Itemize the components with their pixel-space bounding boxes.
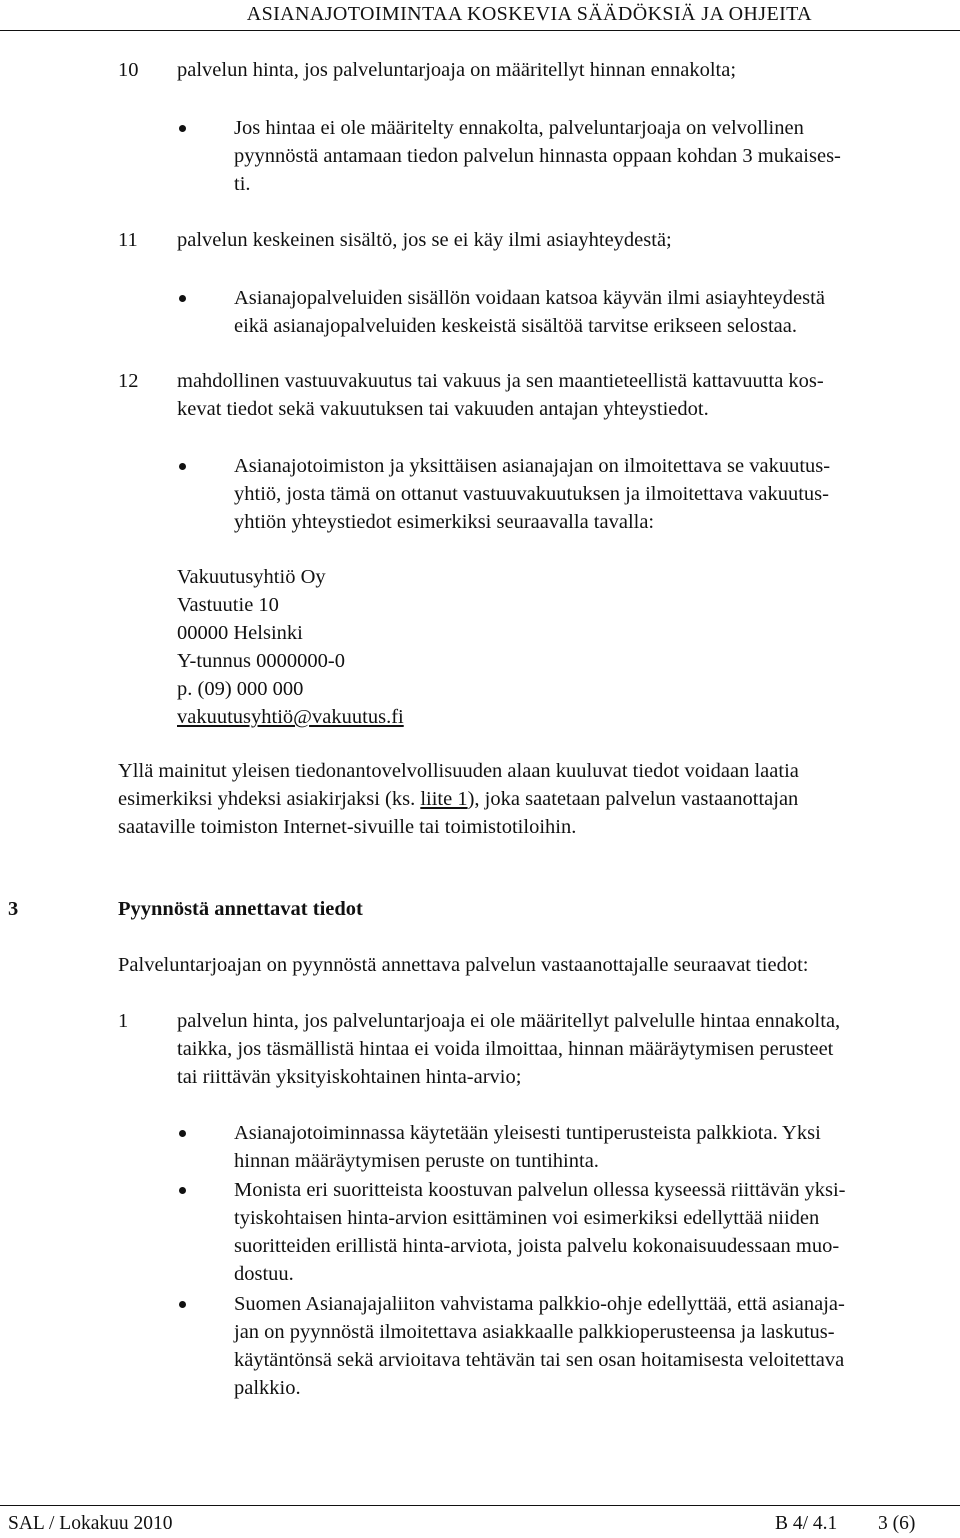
bullet-text bbox=[234, 1290, 934, 1402]
address-company: Vakuutusyhtiö Oy bbox=[177, 566, 326, 588]
bullet-icon bbox=[179, 295, 186, 302]
bullet-icon bbox=[179, 1130, 186, 1137]
summary-text: ), joka saatetaan palvelun vastaanottajan bbox=[467, 788, 799, 810]
bullet-line: pyynnöstä antamaan tiedon palvelun hinnasta oppaan kohdan 3 mukaises- bbox=[234, 145, 841, 167]
bullet-line: jan on pyynnöstä ilmoitettava asiakkaalle palkkioperusteensa ja laskutus- bbox=[234, 1321, 835, 1343]
bullet-line: ti. bbox=[234, 173, 251, 195]
item-line: palvelun hinta, jos palveluntarjoaja ei ole määritellyt palvelulle hintaa ennakolta, bbox=[177, 1010, 841, 1032]
bullet-line: eikä asianajopalveluiden keskeistä sisältöä tarvitse erikseen selostaa. bbox=[234, 315, 797, 337]
address-street: Vastuutie 10 bbox=[177, 594, 279, 616]
running-header: ASIANAJOTOIMINTAA KOSKEVIA SÄÄDÖKSIÄ JA OHJEITA bbox=[246, 3, 812, 25]
item-number: 11 bbox=[118, 229, 138, 251]
bullet-line: dostuu. bbox=[234, 1263, 294, 1285]
section-intro: Palveluntarjoajan on pyynnöstä annettava palvelun vastaanottajalle seuraavat tiedot: bbox=[118, 954, 809, 976]
address-phone: p. (09) 000 000 bbox=[177, 678, 304, 700]
summary-line bbox=[118, 785, 928, 813]
bullet-icon bbox=[179, 1301, 186, 1308]
footer-left: SAL / Lokakuu 2010 bbox=[8, 1513, 173, 1534]
summary-text: esimerkiksi yhdeksi asiakirjaksi (ks. bbox=[118, 788, 421, 810]
item-text bbox=[177, 1007, 957, 1091]
bullet-icon bbox=[179, 463, 186, 470]
bullet-text bbox=[234, 452, 934, 536]
bullet-line: Asianajotoiminnassa käytetään yleisesti tuntiperusteista palkkiota. Yksi bbox=[234, 1122, 821, 1144]
section-number: 3 bbox=[8, 898, 19, 920]
header-divider bbox=[0, 30, 960, 31]
bullet-line: palkkio. bbox=[234, 1377, 301, 1399]
bullet-line: hinnan määräytymisen peruste on tuntihinta. bbox=[234, 1150, 599, 1172]
address-business-id: Y-tunnus 0000000-0 bbox=[177, 650, 345, 672]
bullet-line: käytäntönsä sekä arvioitava tehtävän tai sen osan hoitamisesta veloitettava bbox=[234, 1349, 845, 1371]
item-number: 12 bbox=[118, 370, 139, 392]
bullet-icon bbox=[179, 1187, 186, 1194]
address-city: 00000 Helsinki bbox=[177, 622, 303, 644]
item-number: 1 bbox=[118, 1010, 129, 1032]
insurer-address bbox=[177, 563, 404, 731]
item-line: tai riittävän yksityiskohtainen hinta-arvio; bbox=[177, 1066, 522, 1088]
bullet-text bbox=[234, 1176, 934, 1288]
bullet-line: suoritteiden erillistä hinta-arviota, joista palvelu kokonaisuudessaan muo- bbox=[234, 1235, 840, 1257]
item-line: palvelun keskeinen sisältö, jos se ei käy ilmi asiayhteydestä; bbox=[177, 229, 672, 251]
footer-divider bbox=[0, 1505, 960, 1506]
summary-line: saataville toimiston Internet-sivuille tai toimistotiloihin. bbox=[118, 816, 577, 838]
item-number: 10 bbox=[118, 59, 139, 81]
summary-line: Yllä mainitut yleisen tiedonantovelvollisuuden alaan kuuluvat tiedot voidaan laatia bbox=[118, 760, 799, 782]
email-link[interactable]: vakuutusyhtiö@vakuutus.fi bbox=[177, 706, 404, 728]
bullet-line: Monista eri suoritteista koostuvan palvelun ollessa kyseessä riittävän yksi- bbox=[234, 1179, 846, 1201]
bullet-line: tyiskohtaisen hinta-arvion esittäminen voi esimerkiksi edellyttää niiden bbox=[234, 1207, 820, 1229]
section-title: Pyynnöstä annettavat tiedot bbox=[118, 898, 363, 920]
bullet-line: yhtiö, josta tämä on ottanut vastuuvakuutuksen ja ilmoitettava vakuutus- bbox=[234, 483, 829, 505]
item-text bbox=[177, 56, 957, 84]
bullet-line: Suomen Asianajajaliiton vahvistama palkkio-ohje edellyttää, että asianaja- bbox=[234, 1293, 845, 1315]
item-line: taikka, jos täsmällistä hintaa ei voida ilmoittaa, hinnan määräytymisen perusteet bbox=[177, 1038, 834, 1060]
bullet-line: Jos hintaa ei ole määritelty ennakolta, palveluntarjoaja on velvollinen bbox=[234, 117, 804, 139]
item-line: palvelun hinta, jos palveluntarjoaja on määritellyt hinnan ennakolta; bbox=[177, 59, 737, 81]
item-text bbox=[177, 226, 957, 254]
bullet-text bbox=[234, 1119, 934, 1175]
bullet-text bbox=[234, 284, 934, 340]
item-text bbox=[177, 367, 957, 423]
footer-page-number: 3 (6) bbox=[878, 1513, 916, 1534]
summary-paragraph bbox=[118, 757, 928, 841]
appendix-link[interactable]: liite 1 bbox=[420, 788, 468, 810]
item-line: mahdollinen vastuuvakuutus tai vakuus ja sen maantieteellistä kattavuutta kos- bbox=[177, 370, 824, 392]
footer-center: B 4/ 4.1 bbox=[775, 1513, 838, 1534]
bullet-text bbox=[234, 114, 934, 198]
bullet-line: yhtiön yhteystiedot esimerkiksi seuraavalla tavalla: bbox=[234, 511, 655, 533]
bullet-line: Asianajotoimiston ja yksittäisen asianajajan on ilmoitettava se vakuutus- bbox=[234, 455, 831, 477]
item-line: kevat tiedot sekä vakuutuksen tai vakuuden antajan yhteystiedot. bbox=[177, 398, 709, 420]
bullet-icon bbox=[179, 125, 186, 132]
bullet-line: Asianajopalveluiden sisällön voidaan katsoa käyvän ilmi asiayhteydestä bbox=[234, 287, 825, 309]
